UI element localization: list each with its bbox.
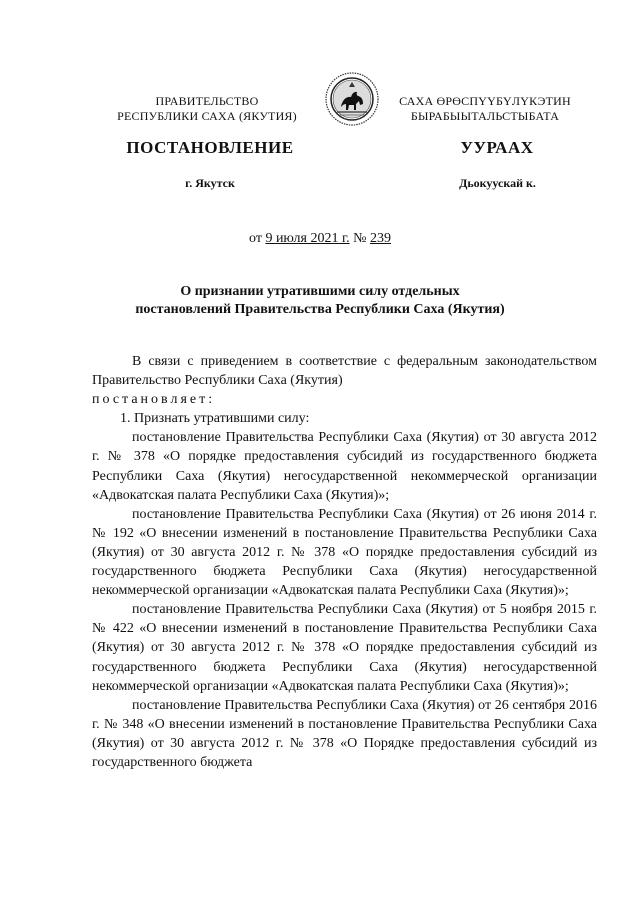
repealed-act-2: постановление Правительства Республики Саха (Якутия) от 26 июня 2014 г. № 192 «О внесении изменений в постановление Правительства Республики Саха (Якутия) от 30 августа 2012 г. № 378 «О порядке предоставления субсидий из государственного бюджета Республики Саха (Якутия) негосударственной некоммерческой организации «Адвокатская палата Республики Саха (Якутия)»; [92,506,597,599]
issuer-line-2-yakut: БЫРАБЫЫТАЛЬСТЫБАТА [410,109,560,123]
repealed-act-1: постановление Правительства Республики Саха (Якутия) от 30 августа 2012 г. № 378 «О порядке предоставления субсидий из государственного бюджета Республики Саха (Якутия) негосударственной некоммерческой организации «Адвокатская палата Республики Саха (Якутия)»; [92,430,597,503]
document-title [90,283,550,319]
repealed-act-3: постановление Правительства Республики Саха (Якутия) от 5 ноября 2015 г. № 422 «О внесении изменений в постановление Правительства Республики Саха (Якутия) от 30 августа 2012 г. № 378 «О порядке предоставления субсидий из государственного бюджета Республики Саха (Якутия) негосударственной некоммерческой организации «Адвокатская палата Республики Саха (Якутия)»; [92,602,597,694]
issuer-line-2: РЕСПУБЛИКИ САХА (ЯКУТИЯ) [117,109,297,123]
clause-1: 1. Признать утратившими силу: [120,411,310,427]
document-date: 9 июля 2021 г. [265,231,350,246]
date-prefix: от [249,231,262,246]
issuer-name-yakut [370,94,600,124]
issuer-line-1: ПРАВИТЕЛЬСТВО [155,94,259,108]
document-type-russian: ПОСТАНОВЛЕНИЕ [126,138,294,157]
title-line-1: О признании утратившими силу отдельных [180,284,460,299]
resolves-word: постановляет: [92,392,216,408]
document-type-yakut: УУРААХ [460,138,534,157]
issuer-name-russian [92,94,322,124]
document-body [92,352,597,772]
intro-paragraph: В связи с приведением в соответствие с федеральным законодательством Правительство Республики Саха (Якутия) [92,354,597,389]
issuer-line-1-yakut: САХА ӨРӨСПҮҮБҮЛҮКЭТИН [399,94,571,108]
number-sign: № [353,231,367,246]
document-number: 239 [370,231,391,246]
city-russian: г. Якутск [185,176,235,190]
city-yakut: Дьокуускай к. [459,176,536,190]
title-line-2: постановлений Правительства Республики Саха (Якутия) [135,302,505,317]
date-number-line [0,231,640,247]
repealed-act-4: постановление Правительства Республики Саха (Якутия) от 26 сентября 2016 г. № 348 «О внесении изменений в постановление Правительства Республики Саха (Якутия) от 30 августа 2012 г. № 378 «О Порядке предоставления субсидий из государственного бюджета [92,697,597,770]
